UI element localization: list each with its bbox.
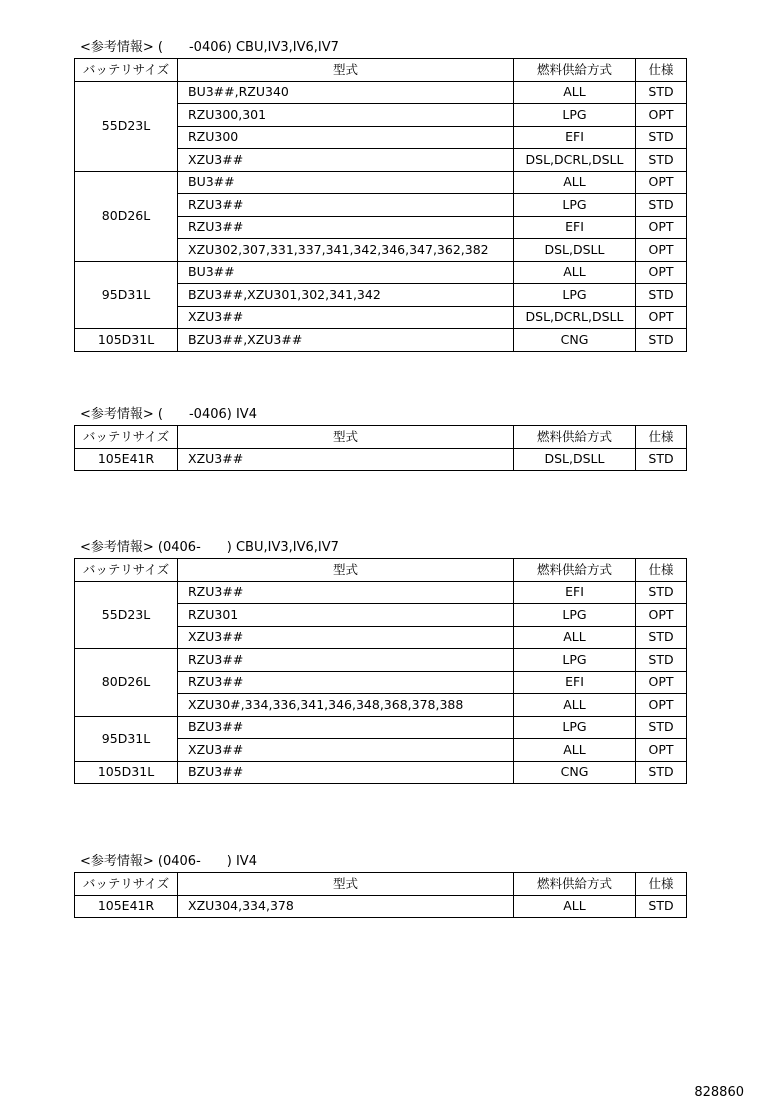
fuel-system-cell: ALL <box>514 694 636 717</box>
header-row <box>75 559 687 582</box>
model-cell: RZU301 <box>178 604 514 627</box>
spec-cell: STD <box>636 761 687 784</box>
model-cell: BU3## <box>178 261 514 284</box>
section-title: <参考情報> (0406- ) IV4 <box>80 854 257 869</box>
section-1 <box>74 38 688 352</box>
spec-cell: STD <box>636 194 687 217</box>
section-4 <box>74 852 688 918</box>
model-cell: RZU3## <box>178 581 514 604</box>
spec-cell: STD <box>636 126 687 149</box>
fuel-system-cell: LPG <box>514 194 636 217</box>
header-spec: 仕様 <box>636 59 687 82</box>
model-cell: BU3## <box>178 171 514 194</box>
fuel-system-cell: CNG <box>514 329 636 352</box>
spec-cell: OPT <box>636 216 687 239</box>
header-spec: 仕様 <box>636 873 687 896</box>
fuel-system-cell: EFI <box>514 216 636 239</box>
fuel-system-cell: LPG <box>514 104 636 127</box>
battery-size-cell: 105E41R <box>75 448 178 471</box>
model-cell: RZU300,301 <box>178 104 514 127</box>
header-battery-size: バッテリサイズ <box>75 873 178 896</box>
header-spec: 仕様 <box>636 426 687 449</box>
model-cell: RZU3## <box>178 194 514 217</box>
battery-table <box>74 425 687 471</box>
spec-cell: STD <box>636 284 687 307</box>
fuel-system-cell: ALL <box>514 895 636 918</box>
model-cell: RZU3## <box>178 216 514 239</box>
spec-cell: OPT <box>636 239 687 262</box>
table-row <box>75 581 687 604</box>
battery-table <box>74 558 687 784</box>
section-3 <box>74 538 688 784</box>
fuel-system-cell: LPG <box>514 604 636 627</box>
battery-size-cell: 95D31L <box>75 261 178 329</box>
fuel-system-cell: DSL,DCRL,DSLL <box>514 149 636 172</box>
model-cell: RZU3## <box>178 649 514 672</box>
fuel-system-cell: LPG <box>514 649 636 672</box>
header-fuel-system: 燃料供給方式 <box>514 59 636 82</box>
table-row <box>75 649 687 672</box>
model-cell: XZU3## <box>178 448 514 471</box>
spec-cell: OPT <box>636 739 687 762</box>
spec-cell: OPT <box>636 694 687 717</box>
header-model: 型式 <box>178 426 514 449</box>
header-battery-size: バッテリサイズ <box>75 559 178 582</box>
battery-size-cell: 105D31L <box>75 761 178 784</box>
fuel-system-cell: DSL,DCRL,DSLL <box>514 306 636 329</box>
table-row <box>75 448 687 471</box>
table-row <box>75 329 687 352</box>
model-cell: BU3##,RZU340 <box>178 81 514 104</box>
spec-cell: OPT <box>636 104 687 127</box>
spec-cell: STD <box>636 626 687 649</box>
spec-cell: OPT <box>636 261 687 284</box>
spec-cell: STD <box>636 329 687 352</box>
header-row <box>75 873 687 896</box>
spec-cell: STD <box>636 581 687 604</box>
model-cell: BZU3##,XZU301,302,341,342 <box>178 284 514 307</box>
model-cell: XZU30#,334,336,341,346,348,368,378,388 <box>178 694 514 717</box>
fuel-system-cell: DSL,DSLL <box>514 239 636 262</box>
model-cell: XZU3## <box>178 739 514 762</box>
fuel-system-cell: ALL <box>514 81 636 104</box>
header-fuel-system: 燃料供給方式 <box>514 559 636 582</box>
spec-cell: STD <box>636 716 687 739</box>
table-row <box>75 81 687 104</box>
battery-size-cell: 55D23L <box>75 81 178 171</box>
table-row <box>75 171 687 194</box>
spec-cell: OPT <box>636 171 687 194</box>
header-row <box>75 426 687 449</box>
battery-table <box>74 872 687 918</box>
model-cell: XZU3## <box>178 306 514 329</box>
spec-cell: OPT <box>636 306 687 329</box>
header-model: 型式 <box>178 559 514 582</box>
fuel-system-cell: LPG <box>514 716 636 739</box>
fuel-system-cell: ALL <box>514 171 636 194</box>
spec-cell: OPT <box>636 604 687 627</box>
table-row <box>75 261 687 284</box>
battery-size-cell: 95D31L <box>75 716 178 761</box>
spec-cell: STD <box>636 81 687 104</box>
fuel-system-cell: LPG <box>514 284 636 307</box>
battery-size-cell: 105D31L <box>75 329 178 352</box>
model-cell: BZU3##,XZU3## <box>178 329 514 352</box>
table-row <box>75 761 687 784</box>
fuel-system-cell: ALL <box>514 261 636 284</box>
model-cell: XZU302,307,331,337,341,342,346,347,362,382 <box>178 239 514 262</box>
section-2 <box>74 405 688 471</box>
spec-cell: OPT <box>636 671 687 694</box>
fuel-system-cell: ALL <box>514 739 636 762</box>
battery-size-cell: 80D26L <box>75 171 178 261</box>
header-battery-size: バッテリサイズ <box>75 426 178 449</box>
battery-size-cell: 105E41R <box>75 895 178 918</box>
fuel-system-cell: CNG <box>514 761 636 784</box>
model-cell: XZU3## <box>178 626 514 649</box>
table-row <box>75 716 687 739</box>
spec-cell: STD <box>636 448 687 471</box>
spec-cell: STD <box>636 649 687 672</box>
section-title: <参考情報> (0406- ) CBU,IV3,IV6,IV7 <box>80 540 339 555</box>
document-code: 828860 <box>694 1085 744 1100</box>
battery-size-cell: 80D26L <box>75 649 178 717</box>
fuel-system-cell: EFI <box>514 671 636 694</box>
battery-table <box>74 58 687 352</box>
header-battery-size: バッテリサイズ <box>75 59 178 82</box>
header-fuel-system: 燃料供給方式 <box>514 873 636 896</box>
model-cell: XZU304,334,378 <box>178 895 514 918</box>
battery-size-cell: 55D23L <box>75 581 178 649</box>
spec-cell: STD <box>636 895 687 918</box>
section-title: <参考情報> ( -0406) IV4 <box>80 407 257 422</box>
header-row <box>75 59 687 82</box>
model-cell: BZU3## <box>178 716 514 739</box>
model-cell: RZU3## <box>178 671 514 694</box>
model-cell: XZU3## <box>178 149 514 172</box>
header-spec: 仕様 <box>636 559 687 582</box>
section-title: <参考情報> ( -0406) CBU,IV3,IV6,IV7 <box>80 40 339 55</box>
header-model: 型式 <box>178 59 514 82</box>
model-cell: BZU3## <box>178 761 514 784</box>
fuel-system-cell: DSL,DSLL <box>514 448 636 471</box>
fuel-system-cell: ALL <box>514 626 636 649</box>
fuel-system-cell: EFI <box>514 581 636 604</box>
table-row <box>75 895 687 918</box>
header-fuel-system: 燃料供給方式 <box>514 426 636 449</box>
header-model: 型式 <box>178 873 514 896</box>
spec-cell: STD <box>636 149 687 172</box>
fuel-system-cell: EFI <box>514 126 636 149</box>
model-cell: RZU300 <box>178 126 514 149</box>
